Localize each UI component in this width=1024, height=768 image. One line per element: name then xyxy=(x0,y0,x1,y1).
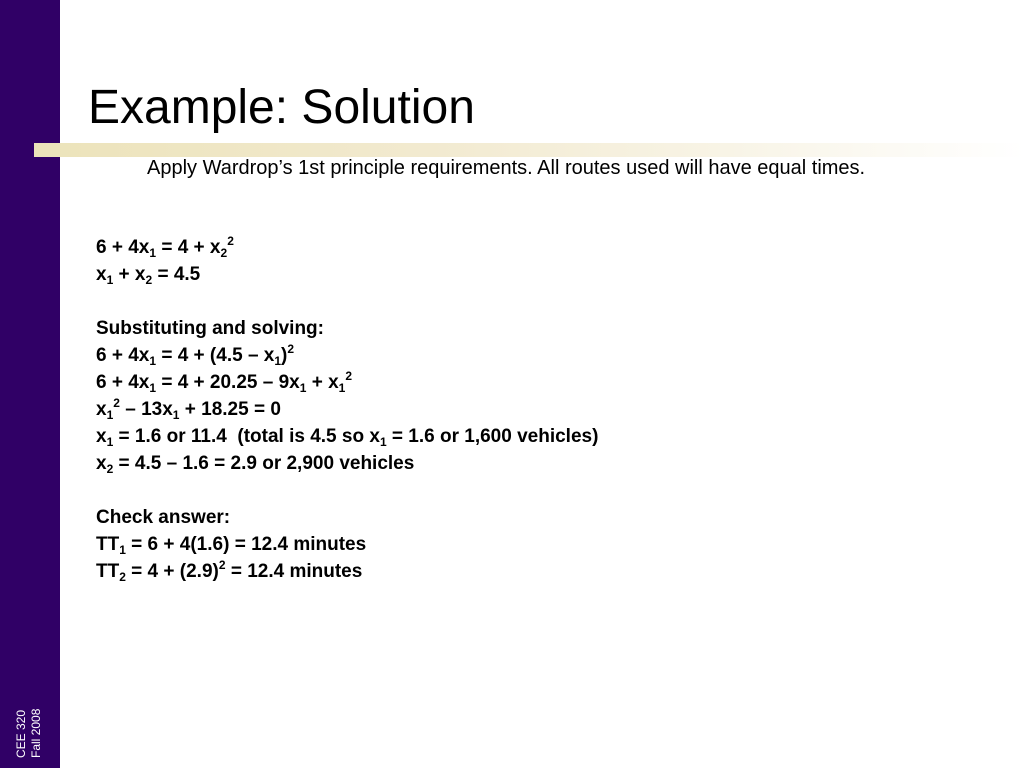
section-heading-substituting: Substituting and solving: xyxy=(96,318,324,339)
spacer xyxy=(96,288,598,315)
equation-line-4: $6 + 4x_1 = 4 + 20.25 - 9x_1 + x_1^2$ xyxy=(96,369,353,395)
equation-line-5: $x_1^2 - 13x_1 + 18.25 = 0$ xyxy=(96,396,281,422)
slide-title: Example: Solution xyxy=(88,81,475,134)
spacer xyxy=(96,477,598,504)
equation-line-8: $TT_1 = 6 + 4(1.6) = 12.4$ minutes xyxy=(96,534,367,557)
course-term: Fall 2008 xyxy=(29,708,43,758)
course-label xyxy=(12,688,52,758)
sidebar-band xyxy=(0,0,60,768)
equation-line-6: $x_1 = 1.6$ or 11.4 (total is 4.5 so $x_1 = 1.6$ or 1,600 vehicles) xyxy=(96,426,599,449)
equation-line-3: $6 + 4x_1 = 4 + (4.5 - x_1)^2$ xyxy=(96,342,295,368)
equation-line-2: $x_1 + x_2 = 4.5$ xyxy=(96,264,201,287)
equation-line-9: $TT_2 = 4 + (2.9)^2 = 12.4$ minutes xyxy=(96,558,363,584)
course-code: CEE 320 xyxy=(14,709,28,758)
section-heading-check: Check answer: xyxy=(96,507,231,528)
equation-line-1: $6 + 4x_1 = 4 + x_2^2$ xyxy=(96,234,234,260)
slide-subtitle: Apply Wardrop’s 1st principle requirements. All routes used will have equal times. xyxy=(147,157,866,179)
title-divider xyxy=(34,143,1024,157)
equation-line-7: $x_2 = 4.5 - 1.6 = 2.9$ or 2,900 vehicles xyxy=(96,453,415,476)
solution-body xyxy=(96,234,598,585)
